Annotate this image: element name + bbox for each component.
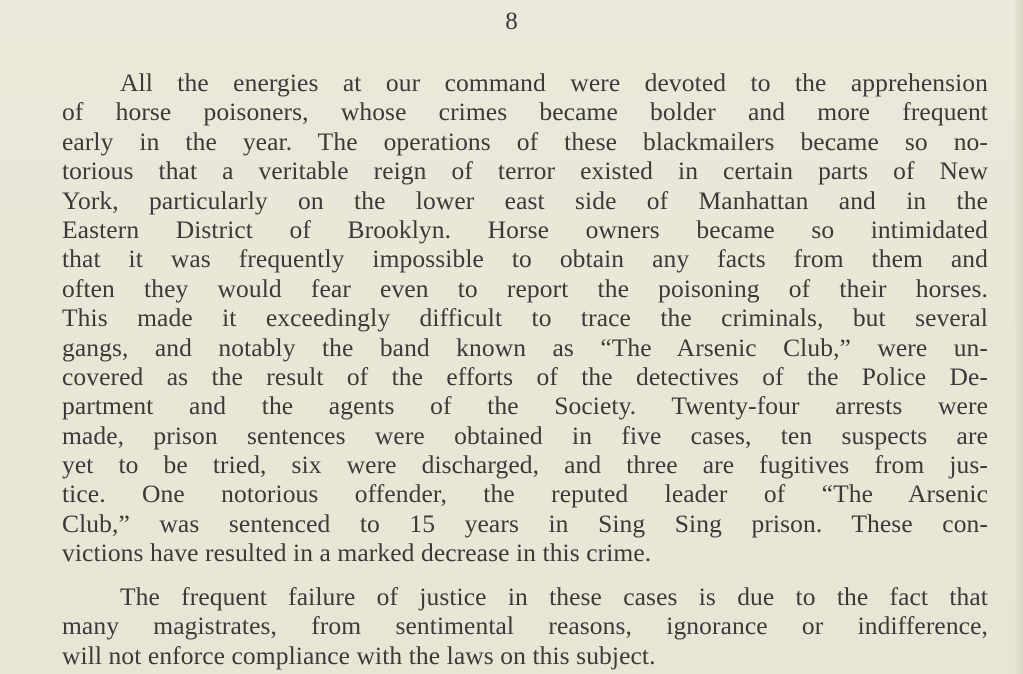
text-line: victions have resulted in a marked decrease in this crime.: [62, 538, 652, 568]
page-number: 8: [505, 8, 518, 35]
text-line: tice. One notorious offender, the reputed leader of “The Arsenic: [62, 479, 988, 509]
paragraph-2: [62, 582, 988, 670]
text-line: yet to be tried, six were discharged, and three are fugitives from jus-: [62, 450, 988, 480]
text-line: torious that a veritable reign of terror existed in certain parts of New: [62, 156, 988, 186]
paragraph-1: [62, 68, 988, 568]
text-line: will not enforce compliance with the laws on this subject.: [62, 640, 656, 670]
text-line: The frequent failure of justice in these cases is due to the fact that: [120, 582, 988, 611]
text-line: that it was frequently impossible to obtain any facts from them and: [62, 244, 988, 274]
text-line: often they would fear even to report the poisoning of their horses.: [62, 273, 988, 303]
text-line: York, particularly on the lower east side of Manhattan and in the: [62, 185, 988, 215]
text-line: partment and the agents of the Society. Twenty-four arrests were: [62, 391, 988, 421]
page-edge: [1015, 0, 1023, 674]
text-line: made, prison sentences were obtained in five cases, ten suspects are: [62, 420, 988, 450]
text-line: Eastern District of Brooklyn. Horse owners became so intimidated: [62, 214, 988, 244]
text-line: early in the year. The operations of these blackmailers became so no-: [62, 126, 988, 156]
text-line: Club,” was sentenced to 15 years in Sing Sing prison. These con-: [62, 508, 988, 538]
text-line: covered as the result of the efforts of the detectives of the Police De-: [62, 361, 988, 391]
text-line: gangs, and notably the band known as “The Arsenic Club,” were un-: [62, 332, 988, 362]
text-line: This made it exceedingly difficult to trace the criminals, but several: [62, 303, 988, 333]
text-line: many magistrates, from sentimental reasons, ignorance or indifference,: [62, 611, 988, 641]
text-line: of horse poisoners, whose crimes became bolder and more frequent: [62, 97, 988, 127]
text-line: All the energies at our command were devoted to the apprehension: [120, 68, 988, 97]
